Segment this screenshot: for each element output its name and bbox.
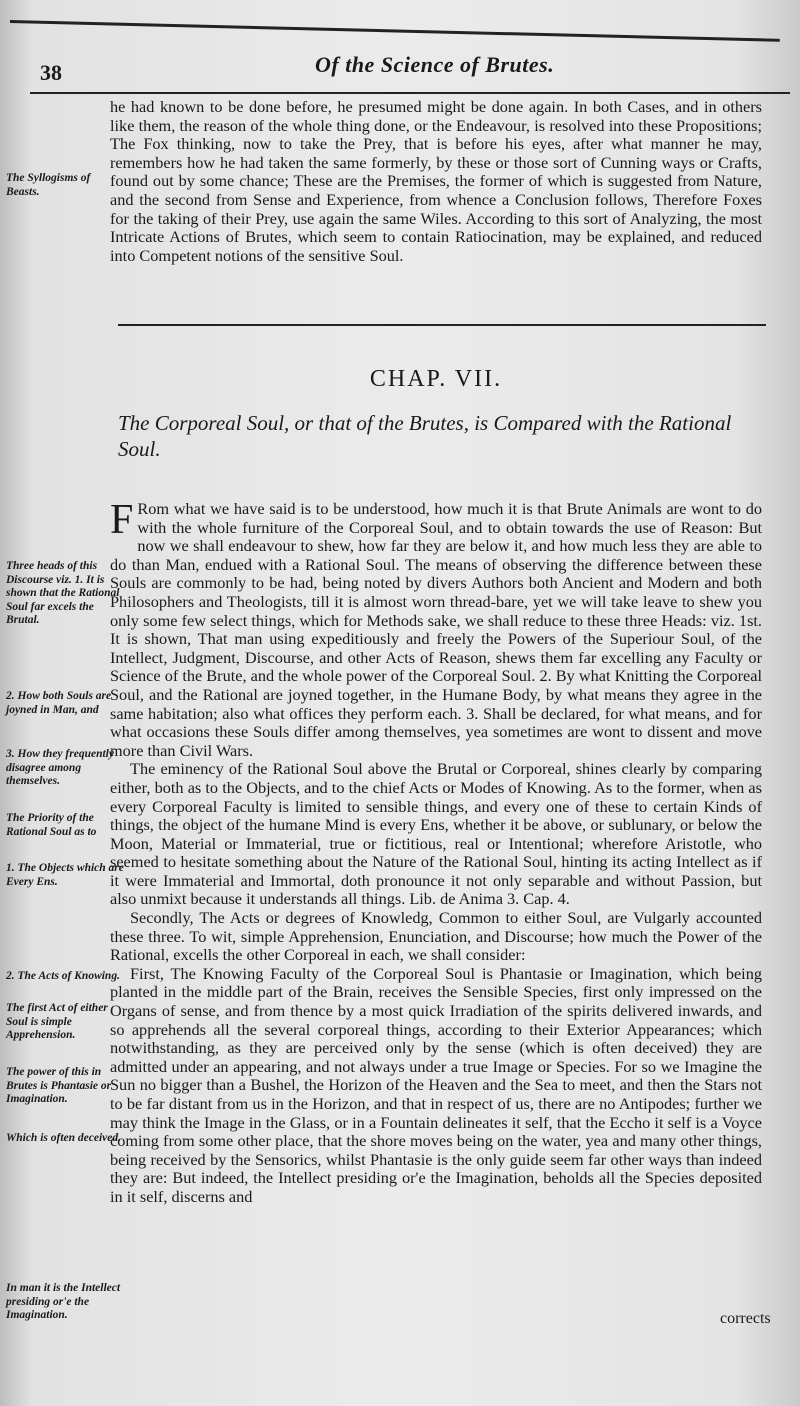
top-edge-rule bbox=[10, 20, 780, 42]
catchword: corrects bbox=[720, 1310, 771, 1327]
margin-note: The Priority of the Rational Soul as to bbox=[6, 812, 97, 838]
margin-note: The first Act of either Soul is simple Apprehension. bbox=[6, 1002, 108, 1041]
chapter-subtitle: The Corporeal Soul, or that of the Brutes, is Compared with the Rational Soul. bbox=[118, 411, 732, 461]
margin-note: 2. How both Souls are joyned in Man, and bbox=[6, 690, 112, 716]
margin-note: Which is often deceived. bbox=[6, 1132, 121, 1144]
paragraph-syllogisms: he had known to be done before, he presumed might be done again. In both Cases, and in others like them, the reason of the whole thing done, or the Endeavour, is resolved into these Propositions; The Fox thinking, now to take the Prey, that is before his eyes, after what manner he may, remembers how he had taken the same formerly, by these or those sort of Cunning ways or Crafts, found out by some chance; These are the Premises, the former of which is suggested from Nature, and the second from Sense and Experience, from whence a Conclusion follows, Therefore Foxes for the taking of their Prey, use again the same Wiles. According to this sort of Analyzing, the most Intricate Actions of Brutes, which seem to contain Ratiocination, may be explained, and reduced into Competent notions of the sensitive Soul. bbox=[110, 97, 762, 265]
margin-note: 2. The Acts of Knowing. bbox=[6, 970, 120, 982]
chapter-rule bbox=[118, 324, 766, 326]
paragraph-eminency: The eminency of the Rational Soul above the Brutal or Corporeal, shines clearly by comparing either, both as to the Objects, and to the chief Acts or Modes of Knowing. As to the former, when as every Corporeal Faculty is limited to sensible things, and every one of these to certain Kinds of things, the object of the humane Mind is every Ens, whether it be above, or sublunary, or below the Moon, Material or Immaterial, true or fictitious, real or Intentional; wherefore Aristotle, who seemed to hesitate something about the Nature of the Rational Soul, hinting its acting Intellect as if it were Immaterial and Immortal, doth pronounce it not only separable and without Passion, but also unmixt because it understands all things. Lib. de Anima 3. Cap. 4. bbox=[110, 759, 762, 909]
running-title: Of the Science of Brutes. bbox=[315, 52, 555, 77]
chapter-body bbox=[110, 497, 762, 1207]
margin-note: The power of this in Brutes is Phantasie or Imagination. bbox=[6, 1066, 112, 1105]
paragraph-first: First, The Knowing Faculty of the Corporeal Soul is Phantasie or Imagination, which being planted in the middle part of the Brain, receives the Sensible Species, first only impressed on the Organs of sense, and from thence by a most quick Irradiation of the spirits delivered inwards, and so apprehends all the several corporeal things, according to their Exterior Appearances; which notwithstanding, as they are perceived only by the sense (which is often deceived) they are admitted under an appearing, and not always under a true Image or Species. For so we Imagine the Sun no bigger than a Bushel, the Horizon of the Heaven and the Sea to meet, and then the Stars not to be far distant from us in the Horizon, and that in respect of us, there are no Antipodes; further we may think the Image in the Glass, or in a Fountain delineates it self, that the Eccho it self is a Voyce coming from some other place, that the shore moves being on the water, yea and many other things, being received by the Sensorics, whilst Phantasie is the only guide seem far other ways than indeed they are: But indeed, the Intellect presiding or'e the Imagination, beholds all the Species deposited in it self, discerns and bbox=[110, 963, 762, 1206]
margin-note: 3. How they frequently disagree among themselves. bbox=[6, 748, 114, 787]
margin-note: The Syllogisms of Beasts. bbox=[6, 172, 91, 198]
margin-note: 1. The Objects which are Every Ens. bbox=[6, 862, 124, 888]
margin-note: Three heads of this Discourse viz. 1. It is shown that the Rational Soul far excels the Brutal. bbox=[6, 560, 120, 626]
chapter-title: CHAP. VII. bbox=[369, 366, 503, 392]
page-number: 38 bbox=[40, 60, 62, 85]
paragraph-secondly: Secondly, The Acts or degrees of Knowledg, Common to either Soul, are Vulgarly accounted these three. To wit, simple Apprehension, Enunciation, and Discourse; how much the Power of the Rational, excells the other Corporeal in each, we shall consider: bbox=[110, 908, 762, 965]
paragraph-introduction: F Rom what we have said is to be understood, how much it is that Brute Animals are wont to do with the whole furniture of the Corporeal Soul, and to obtain towards the use of Reason: But now we shall endeavour to shew, how far they are below it, and how much less they are able to do than Man, endued with a Rational Soul. The means of observing the difference between these Souls are commonly to be had, being noted by divers Authors both Ancient and Modern and both Philosophers and Theologists, till it is almost worn thread-bare, yet we will take leave to shew you only some few select things, which for Methods sake, we shall reduce to these three Heads: viz. 1st. It is shown, That man using expeditiously and freely the Powers of the Superiour Soul, of the Intellect, Judgment, Discourse, and other Acts of Reason, shews them far excelling any Faculty or Science of the Brute, and the whole power of the Corporeal Soul. 2. By what Knitting the Corporeal Soul, and the Rational are joyned together, in the Humane Body, by what means they agree in the same habitation; also what offices they perform each. 3. Shall be declared, for what means, and for what occasions these Souls differ among themselves, yea sometimes are wont to dissent and move more than Civil Wars. bbox=[110, 497, 762, 760]
margin-note: In man it is the Intellect presiding or'e the Imagination. bbox=[6, 1282, 121, 1321]
drop-capital: F bbox=[110, 497, 134, 543]
header-rule bbox=[30, 92, 790, 94]
